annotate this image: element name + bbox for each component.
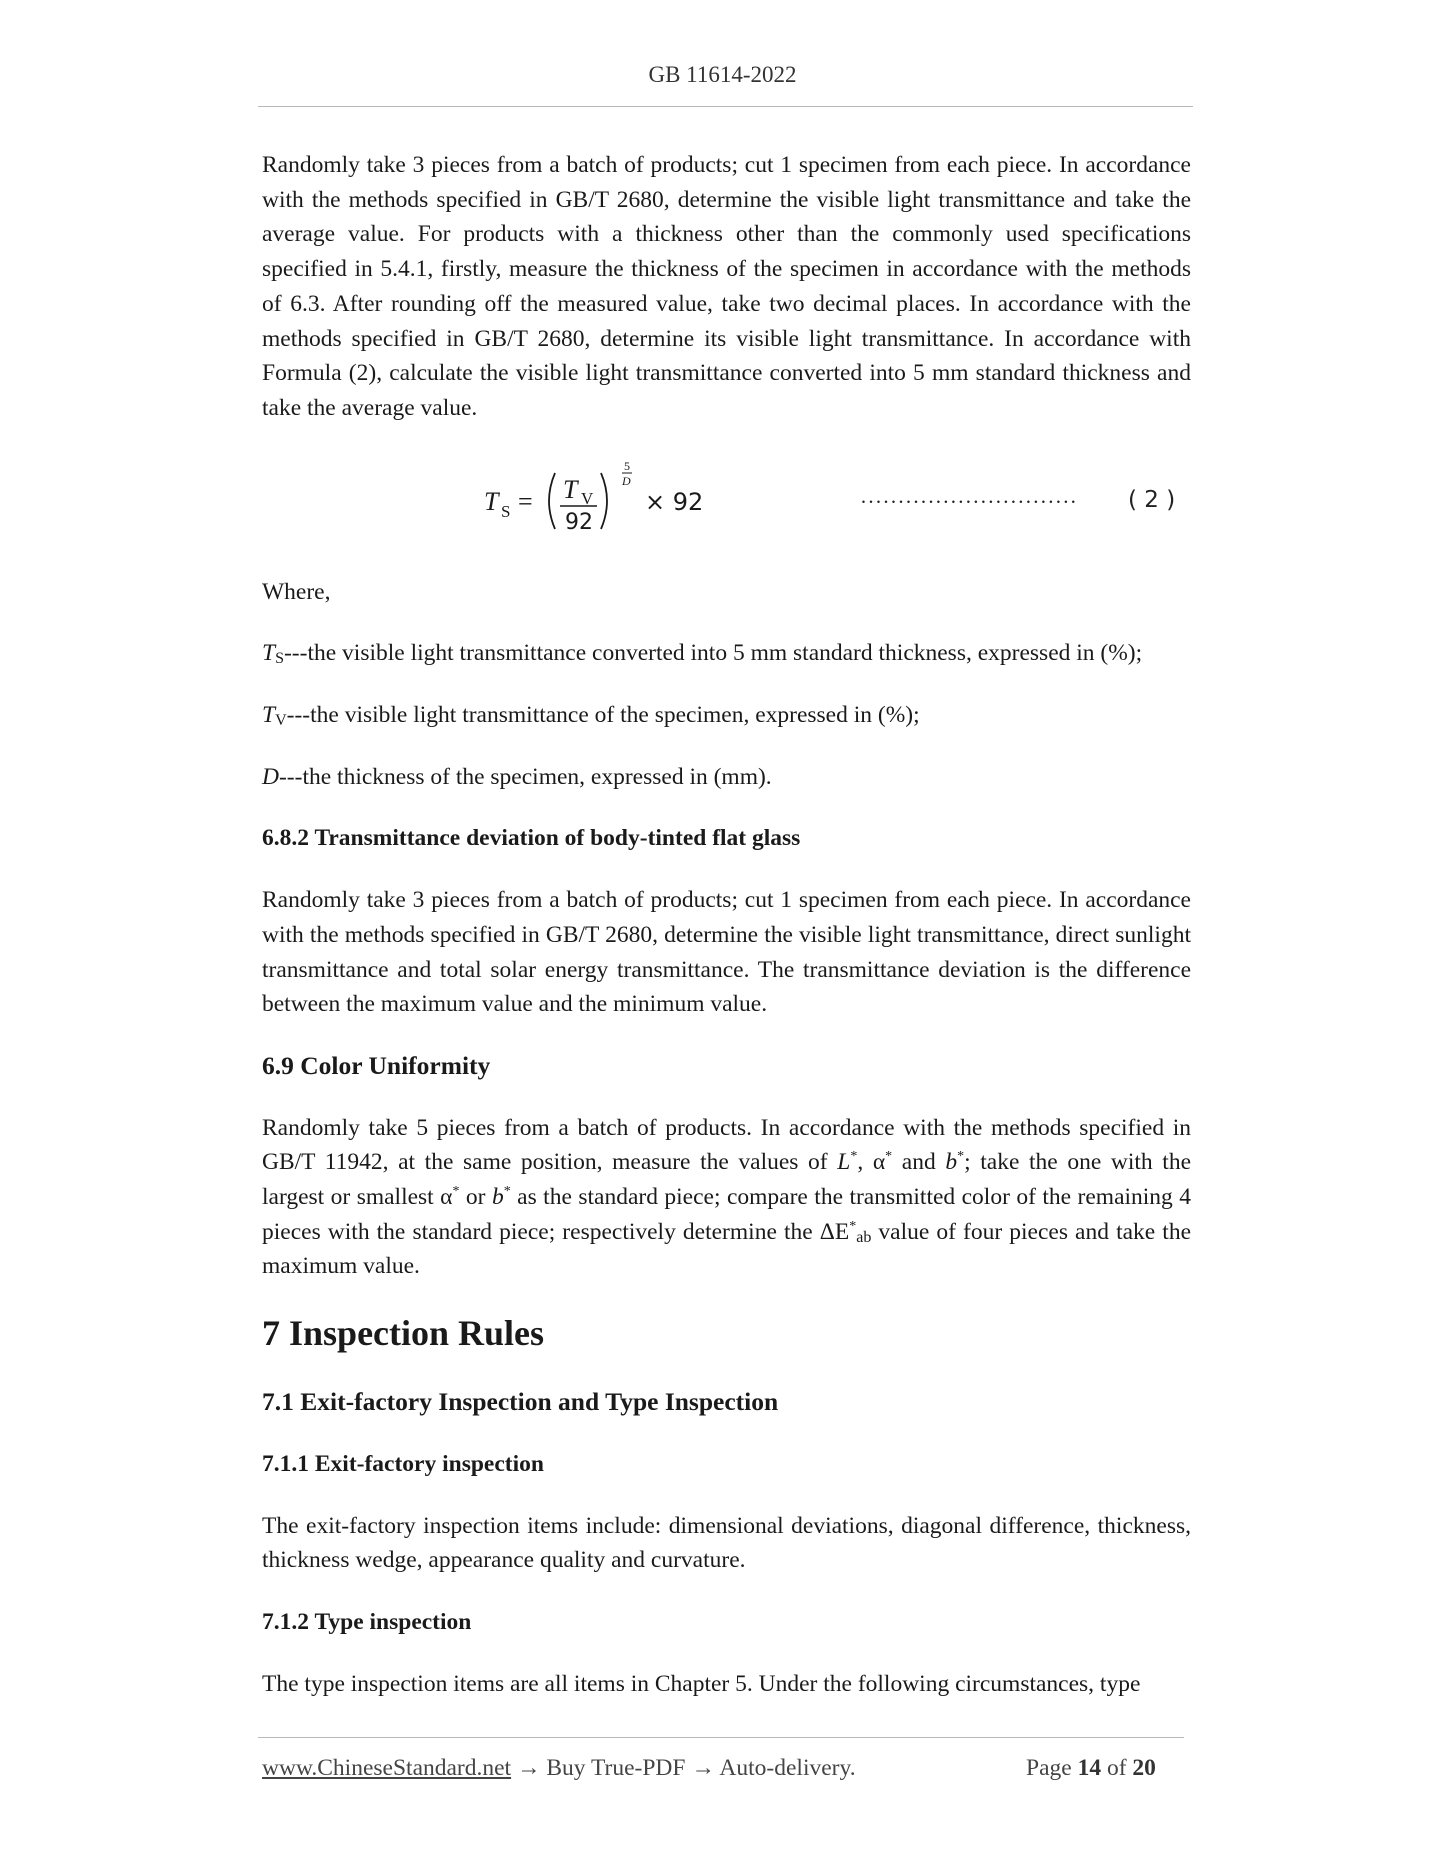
definition-ts-symbol: T: [262, 640, 276, 667]
formula-leader-dots: ·····························: [860, 489, 1078, 514]
formula-numerator: T: [563, 474, 578, 504]
heading-7-1: 7.1 Exit-factory Inspection and Type Inspection: [262, 1387, 779, 1417]
footer-buy-text: Buy True-PDF: [546, 1755, 686, 1781]
paragraph-7-1-2: The type inspection items are all items in Chapter 5. Under the following circumstances, type: [262, 1670, 1141, 1697]
arrow-right-icon: →: [516, 1755, 541, 1781]
formula-lhs-sub: S: [501, 501, 511, 521]
p69-star: *: [885, 1149, 893, 1165]
header-standard-code: GB 11614-2022: [648, 62, 797, 87]
p69-text-3: ; take the one with the largest or smallest: [262, 1149, 1192, 1211]
definition-tv: [262, 698, 1191, 733]
paragraph-7-1-1: The exit-factory inspection items include: dimensional deviations, diagonal difference, thickness, thickness wedge, appearance quality and curvature.: [262, 1512, 1191, 1574]
definition-d-symbol: D: [262, 763, 279, 790]
formula-numerator-sub: V: [581, 488, 594, 508]
formula-expression: [480, 459, 720, 551]
footer-page-indicator: [1026, 1755, 1156, 1782]
of-label: of: [1106, 1755, 1127, 1781]
where-label: Where,: [262, 578, 331, 605]
p69-symbol-delta-e: [820, 1219, 872, 1245]
page-number: 14: [1077, 1755, 1102, 1781]
p69-star: *: [503, 1184, 511, 1200]
formula-exponent-den: D: [622, 473, 631, 488]
definition-ts-sub: S: [275, 650, 284, 668]
definition-tv-symbol: T: [262, 702, 276, 729]
definition-ts: [262, 636, 1191, 671]
p69-sep: ,: [857, 1149, 873, 1176]
definition-tv-sub: V: [275, 712, 287, 730]
p69-delta-e: ΔE: [819, 1218, 850, 1245]
footer-left: [262, 1755, 856, 1782]
formula-number: ( 2 ): [1128, 486, 1176, 513]
heading-chapter-7: 7 Inspection Rules: [262, 1313, 545, 1354]
formula-right-paren: [601, 473, 607, 529]
arrow-right-icon: →: [691, 1755, 715, 1781]
p69-delta-e-sub: ab: [856, 1228, 872, 1246]
page-label: Page: [1026, 1755, 1072, 1781]
heading-7-1-1: 7.1.1 Exit-factory inspection: [262, 1450, 544, 1477]
definition-tv-text: ---the visible light transmittance of the specimen, expressed in (%);: [286, 702, 920, 729]
p69-symbol-b: b: [491, 1184, 504, 1211]
definition-d-text: ---the thickness of the specimen, expressed in (mm).: [278, 763, 772, 790]
p69-text-4: or: [459, 1184, 492, 1211]
formula-exponent-num: 5: [624, 458, 630, 473]
definition-ts-text: ---the visible light transmittance converted into 5 mm standard thickness, expressed in (%);: [283, 640, 1143, 667]
heading-6-9: 6.9 Color Uniformity: [262, 1050, 491, 1080]
p69-text-1: Randomly take 5 pieces from a batch of products. In accordance with the methods specified in GB/T 11942, at the same position, measure the values of: [262, 1114, 1191, 1176]
heading-6-8-2: 6.8.2 Transmittance deviation of body-tinted flat glass: [262, 825, 801, 852]
p69-symbol-a: α: [872, 1149, 886, 1176]
p69-symbol-b: b: [945, 1149, 958, 1176]
p69-star: *: [957, 1149, 965, 1165]
formula-multiplier: × 92: [645, 487, 704, 516]
paragraph-6-9: [262, 1111, 1191, 1285]
formula-equals: =: [518, 486, 533, 516]
footer-divider: [258, 1737, 1184, 1738]
p69-text-5: as the standard piece; compare the transmitted color of the remaining 4 pieces with the standard piece; respectively determine the: [262, 1184, 1192, 1245]
p69-text-6: value of four pieces and take the maximum value.: [262, 1218, 1191, 1280]
paragraph-6-8-1: Randomly take 3 pieces from a batch of products; cut 1 specimen from each piece. In accordance with the methods specified in GB/T 2680, determine the visible light transmittance and take the average value. For products with a thickness other than the commonly used specifications specified in 5.4.1, firstly, measure the thickness of the specimen in accordance with the methods of 6.3. After rounding off the measured value, take two decimal places. In accordance with the methods specified in GB/T 2680, determine its visible light transmittance. In accordance with Formula (2), calculate the visible light transmittance converted into 5 mm standard thickness and take the average value.: [262, 152, 1191, 421]
footer-delivery-text: Auto-delivery.: [719, 1755, 856, 1781]
formula-denominator: 92: [565, 509, 593, 535]
p69-symbol-l: L: [837, 1149, 851, 1176]
header-divider: [258, 106, 1193, 107]
definition-d: [262, 760, 1191, 795]
document-body: [262, 148, 1191, 1701]
paragraph-6-8-2: Randomly take 3 pieces from a batch of products; cut 1 specimen from each piece. In accordance with the methods specified in GB/T 2680, determine the visible light transmittance, direct sunlight transmittance and total solar energy transmittance. The transmittance deviation is the difference between the maximum value and the minimum value.: [262, 887, 1191, 1018]
p69-text-2: and: [892, 1149, 946, 1176]
p69-star: *: [849, 1218, 857, 1234]
formula-lhs: T: [484, 486, 499, 516]
p69-star: *: [850, 1149, 858, 1165]
p69-symbol-a: α: [440, 1184, 453, 1211]
total-pages: 20: [1132, 1755, 1156, 1781]
heading-7-1-2: 7.1.2 Type inspection: [262, 1608, 472, 1635]
formula-2: [262, 453, 1191, 565]
formula-left-paren: [549, 473, 555, 529]
p69-star: *: [452, 1184, 460, 1200]
footer-website-link[interactable]: www.ChineseStandard.net: [262, 1755, 512, 1781]
